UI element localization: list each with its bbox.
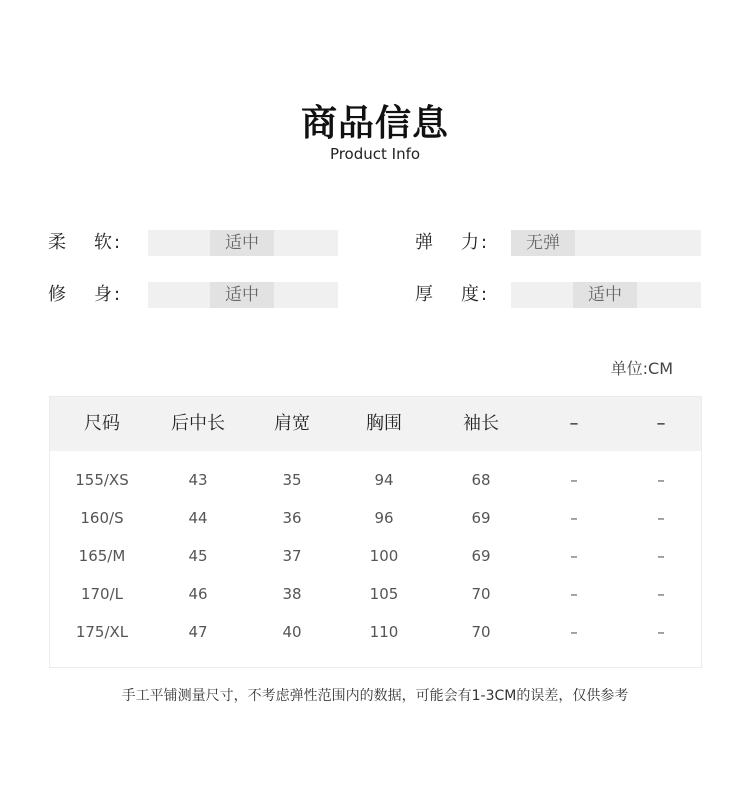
page-subtitle: Product Info [329, 145, 421, 163]
table-cell: – [570, 471, 578, 489]
table-cell: 69 [471, 509, 491, 527]
table-cell: – [657, 509, 665, 527]
table-cell: 70 [471, 623, 491, 641]
property-thickness [415, 282, 705, 308]
table-cell: 96 [374, 509, 394, 527]
table-cell: – [570, 547, 578, 565]
table-cell: 160/S [80, 509, 124, 527]
measurement-note: 手工平铺测量尺寸，不考虑弹性范围内的数据，可能会有1-3CM的误差，仅供参考 [121, 688, 629, 704]
property-value: 无弹 [511, 230, 575, 256]
property-value: 适中 [573, 282, 637, 308]
property-label: 厚 度 : [415, 284, 488, 305]
table-row [50, 613, 701, 651]
property-softness [48, 230, 338, 256]
header-back-length: 后中长 [171, 413, 225, 434]
table-cell: 175/XL [75, 623, 129, 641]
table-cell: 110 [369, 623, 399, 641]
table-cell: 43 [188, 471, 208, 489]
header-shoulder: 肩宽 [274, 413, 310, 434]
table-cell: – [657, 471, 665, 489]
table-cell: – [570, 623, 578, 641]
property-scale [148, 230, 338, 256]
table-cell: 45 [188, 547, 208, 565]
property-label: 修 身 : [48, 284, 121, 305]
property-scale [511, 230, 701, 256]
property-scale [511, 282, 701, 308]
table-cell: 35 [282, 471, 302, 489]
property-elasticity [415, 230, 705, 256]
table-cell: 47 [188, 623, 208, 641]
property-value: 适中 [210, 230, 274, 256]
property-value: 适中 [210, 282, 274, 308]
property-label: 柔 软 : [48, 232, 121, 253]
property-scale [148, 282, 338, 308]
table-row [50, 461, 701, 499]
table-cell: – [657, 623, 665, 641]
table-cell: 36 [282, 509, 302, 527]
table-cell: – [657, 547, 665, 565]
table-row [50, 499, 701, 537]
table-cell: 100 [369, 547, 399, 565]
table-cell: – [570, 509, 578, 527]
table-row [50, 537, 701, 575]
table-cell: 38 [282, 585, 302, 603]
table-cell: 70 [471, 585, 491, 603]
table-cell: 94 [374, 471, 394, 489]
table-cell: 170/L [80, 585, 124, 603]
property-fit [48, 282, 338, 308]
table-cell: 165/M [78, 547, 126, 565]
header-chest: 胸围 [366, 413, 402, 434]
table-cell: – [570, 585, 578, 603]
table-row [50, 575, 701, 613]
table-cell: 105 [369, 585, 399, 603]
property-label: 弹 力 : [415, 232, 488, 253]
table-cell: 46 [188, 585, 208, 603]
header-empty: – [569, 413, 579, 434]
unit-label: 单位:CM [610, 359, 673, 378]
page-title: 商品信息 [300, 103, 449, 144]
table-cell: 155/XS [75, 471, 129, 489]
table-cell: 44 [188, 509, 208, 527]
size-table [49, 396, 702, 668]
header-empty: – [656, 413, 666, 434]
table-cell: – [657, 585, 665, 603]
table-cell: 68 [471, 471, 491, 489]
table-cell: 40 [282, 623, 302, 641]
table-cell: 37 [282, 547, 302, 565]
header-sleeve: 袖长 [463, 413, 499, 434]
table-cell: 69 [471, 547, 491, 565]
table-header [50, 397, 701, 451]
header-size: 尺码 [84, 413, 120, 434]
